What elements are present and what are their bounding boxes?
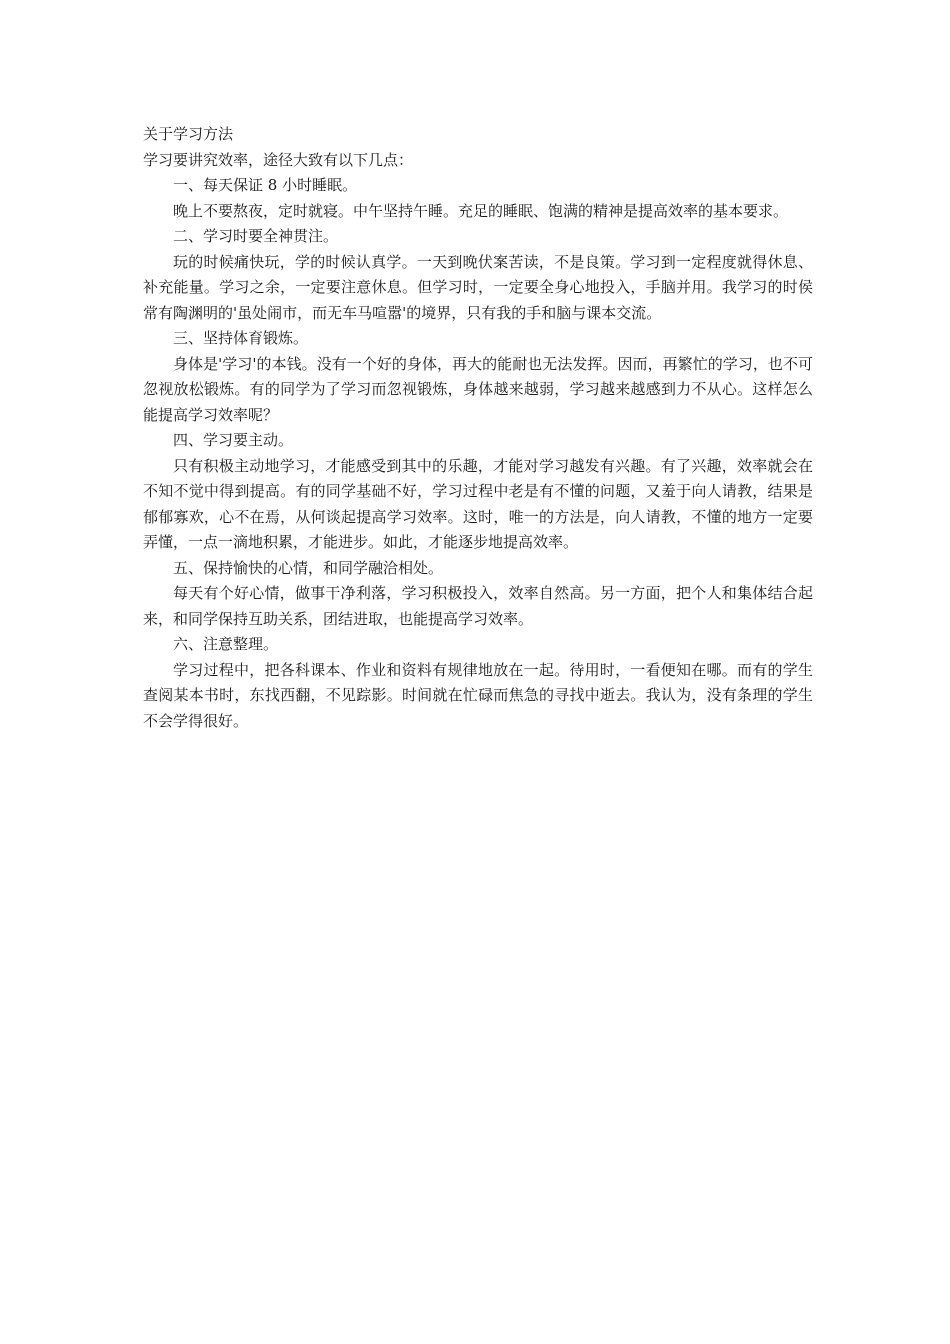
document-page xyxy=(143,122,813,734)
section-2-body: 玩的时候痛快玩，学的时候认真学。一天到晚伏案苦读，不是良策。学习到一定程度就得休息、补充能量。学习之余，一定要注意休息。但学习时，一定要全身心地投入，手脑并用。我学习的时侯常有陶渊明的'虽处闹市，而无车马喧嚣'的境界，只有我的手和脑与课本交流。 xyxy=(143,252,813,322)
document-intro: 学习要讲究效率，途径大致有以下几点： xyxy=(143,150,414,169)
section-1-heading: 一、每天保证 8 小时睡眠。 xyxy=(173,176,358,194)
section-5-heading: 五、保持愉快的心情，和同学融洽相处。 xyxy=(173,558,444,577)
section-3-heading: 三、坚持体育锻炼。 xyxy=(173,329,309,347)
section-2-heading: 二、学习时要全神贯注。 xyxy=(173,227,339,245)
section-6-body: 学习过程中，把各科课本、作业和资料有规律地放在一起。待用时，一看便知在哪。而有的学生查阅某本书时，东找西翻，不见踪影。时间就在忙碌而焦急的寻找中逝去。我认为，没有条理的学生不会学得很好。 xyxy=(143,660,813,730)
section-1-body: 晚上不要熬夜，定时就寝。中午坚持午睡。充足的睡眠、饱满的精神是提高效率的基本要求。 xyxy=(173,201,789,220)
document-title: 关于学习方法 xyxy=(143,125,234,143)
section-4-body: 只有积极主动地学习，才能感受到其中的乐趣，才能对学习越发有兴趣。有了兴趣，效率就会在不知不觉中得到提高。有的同学基础不好，学习过程中老是有不懂的问题，又羞于向人请教，结果是郁郁寡欢，心不在焉，从何谈起提高学习效率。这时，唯一的方法是，向人请教，不懂的地方一定要弄懂，一点一滴地积累，才能进步。如此，才能逐步地提高效率。 xyxy=(143,456,813,551)
section-4-heading: 四、学习要主动。 xyxy=(173,431,294,449)
section-6-heading: 六、注意整理。 xyxy=(173,635,279,653)
section-5-body: 每天有个好心情，做事干净利落，学习积极投入，效率自然高。另一方面，把个人和集体结合起来，和同学保持互助关系，团结进取，也能提高学习效率。 xyxy=(143,584,813,628)
section-3-body: 身体是'学习'的本钱。没有一个好的身体，再大的能耐也无法发挥。因而，再繁忙的学习，也不可忽视放松锻炼。有的同学为了学习而忽视锻炼，身体越来越弱，学习越来越感到力不从心。这样怎么能提高学习效率呢？ xyxy=(143,354,813,424)
